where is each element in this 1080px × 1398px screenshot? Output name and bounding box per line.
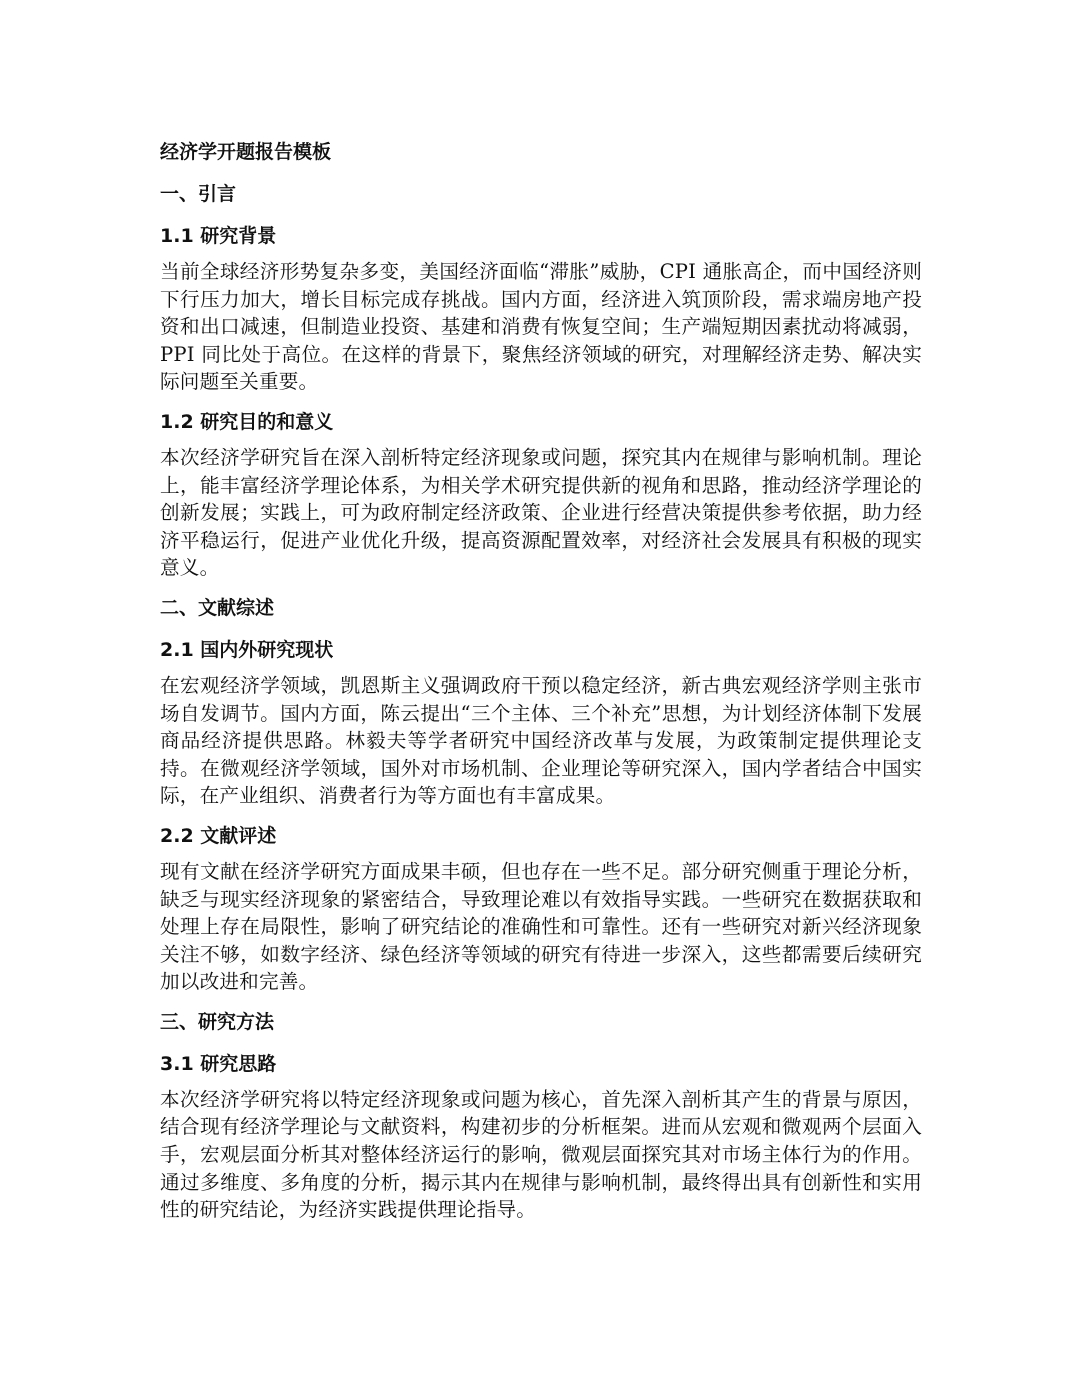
section-1-2-paragraph: 本次经济学研究旨在深入剖析特定经济现象或问题，探究其内在规律与影响机制。理论上，能丰富经济学理论体系，为相关学术研究提供新的视角和思路，推动经济学理论的创新发展；实践上，可为政府制定经济政策、企业进行经营决策提供参考依据，助力经济平稳运行，促进产业优化升级，提高资源配置效率，对经济社会发展具有积极的现实意义。 xyxy=(160,445,922,580)
section-2-2-heading: 2.2 文献评述 xyxy=(160,824,277,847)
section-1-heading: 一、引言 xyxy=(160,183,237,205)
section-3-heading: 三、研究方法 xyxy=(160,1010,275,1033)
section-3-1-heading: 3.1 研究思路 xyxy=(160,1052,277,1075)
section-2-1-heading: 2.1 国内外研究现状 xyxy=(160,638,334,661)
section-2-1-paragraph: 在宏观经济学领域，凯恩斯主义强调政府干预以稳定经济，新古典宏观经济学则主张市场自发调节。国内方面，陈云提出“三个主体、三个补充”思想，为计划经济体制下发展商品经济提供思路。林毅夫等学者研究中国经济改革与发展，为政策制定提供理论支持。在微观经济学领域，国外对市场机制、企业理论等研究深入，国内学者结合中国实际，在产业组织、消费者行为等方面也有丰富成果。 xyxy=(160,673,922,808)
section-1-1-paragraph: 当前全球经济形势复杂多变，美国经济面临“滞胀”威胁，CPI 通胀高企，而中国经济则下行压力加大，增长目标完成存挑战。国内方面，经济进入筑顶阶段，需求端房地产投资和出口减速，但制造业投资、基建和消费有恢复空间；生产端短期因素扰动将减弱，PPI 同比处于高位。在这样的背景下，聚焦经济领域的研究，对理解经济走势、解决实际问题至关重要。 xyxy=(160,260,922,394)
section-2-2-paragraph: 现有文献在经济学研究方面成果丰硕，但也存在一些不足。部分研究侧重于理论分析，缺乏与现实经济现象的紧密结合，导致理论难以有效指导实践。一些研究在数据获取和处理上存在局限性，影响了研究结论的准确性和可靠性。还有一些研究对新兴经济现象关注不够，如数字经济、绿色经济等领域的研究有待进一步深入，这些都需要后续研究加以改进和完善。 xyxy=(160,859,922,994)
section-1-2-heading: 1.2 研究目的和意义 xyxy=(160,410,334,433)
section-1-1-heading: 1.1 研究背景 xyxy=(160,225,277,247)
section-3-1-paragraph: 本次经济学研究将以特定经济现象或问题为核心，首先深入剖析其产生的背景与原因，结合现有经济学理论与文献资料，构建初步的分析框架。进而从宏观和微观两个层面入手，宏观层面分析其对整体经济运行的影响，微观层面探究其对市场主体行为的作用。通过多维度、多角度的分析，揭示其内在规律与影响机制，最终得出具有创新性和实用性的研究结论，为经济实践提供理论指导。 xyxy=(160,1087,922,1222)
document-title: 经济学开题报告模板 xyxy=(160,141,332,163)
section-2-heading: 二、文献综述 xyxy=(160,596,275,619)
document-page xyxy=(160,138,922,1236)
